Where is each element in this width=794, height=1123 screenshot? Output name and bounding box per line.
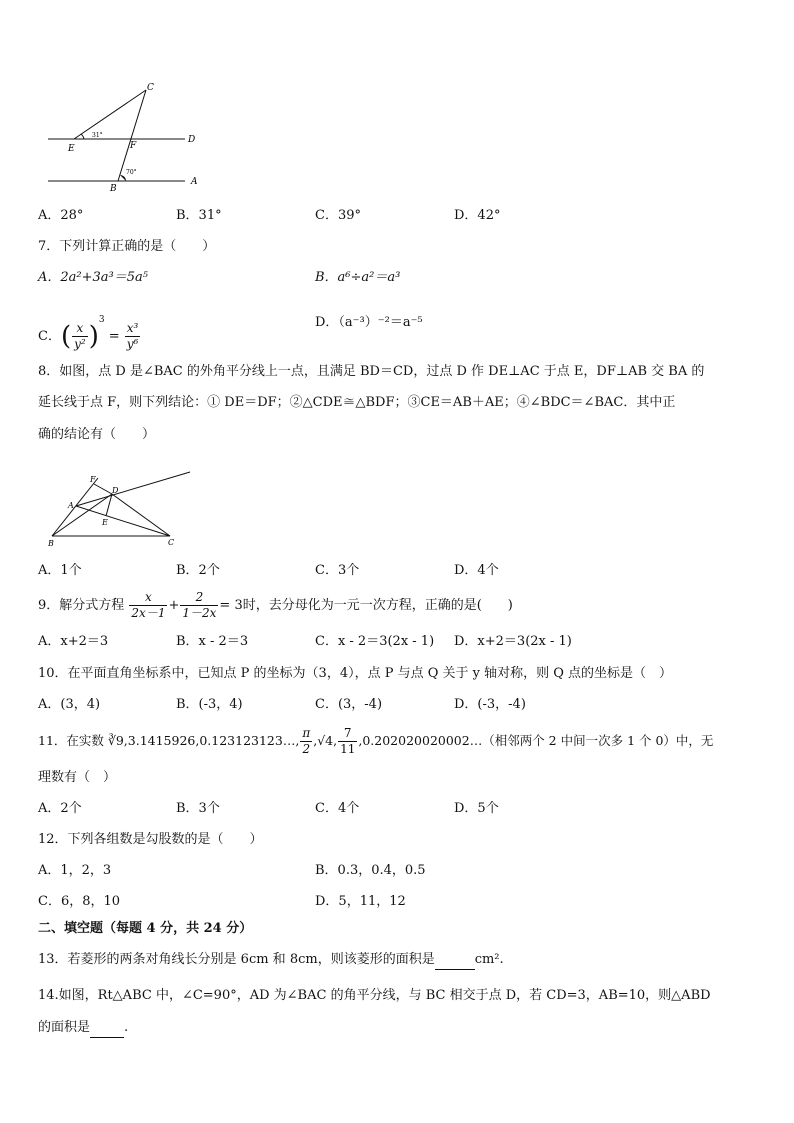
- q7-c-exponent: 3: [98, 315, 105, 325]
- q8-option-d: D．4个: [454, 563, 499, 578]
- q11-line2: 理数有（ ）: [38, 770, 117, 785]
- q7-option-c: [38, 300, 141, 357]
- q7-option-a: A．2a²+3a³＝5a⁵: [38, 270, 148, 285]
- q11-option-a: A．2个: [38, 801, 82, 816]
- label-D: D: [112, 486, 119, 495]
- q11-option-d: D．5个: [454, 801, 499, 816]
- q9-fraction-2: [180, 590, 218, 621]
- label-F: F: [90, 475, 96, 484]
- q9-f2-num: 2: [180, 590, 218, 606]
- q11-mid: ,√4,: [313, 733, 338, 748]
- q9-prefix: 9．解分式方程: [38, 598, 125, 613]
- label-A: A: [191, 177, 198, 187]
- q9-option-c: C．x - 2＝3(2x - 1): [315, 634, 435, 649]
- q9-f1-num: x: [129, 590, 167, 606]
- q8-option-c: C．3个: [315, 563, 360, 578]
- q7-c-left-den: y²: [74, 337, 86, 351]
- q7-c-equals: =: [108, 329, 120, 344]
- q11-suffix: ,0.202020020002…（相邻两个 2 中间一次多 1 个 0）中，无: [358, 733, 714, 748]
- label-angle-31: 31°: [92, 132, 103, 139]
- q7-c-right-fraction: [125, 321, 141, 352]
- q8-line3: 确的结论有（ ）: [38, 427, 156, 442]
- q9-fraction-1: [129, 590, 167, 621]
- q11-pi-den: 2: [302, 742, 311, 756]
- q8-line2: 延长线于点 F，则下列结论：① DE＝DF；②△CDE≅△BDF；③CE＝AB＋AE；④∠BDC＝∠BAC．其中正: [38, 395, 676, 410]
- q14-line1: 14.如图，Rt△ABC 中，∠C=90°，AD 为∠BAC 的角平分线，与 BC 相交于点 D，若 CD=3，AB=10，则△ABD: [38, 988, 711, 1003]
- q7-option-b: B．a⁶÷a²＝a³: [315, 270, 401, 285]
- q13-text1: 13．若菱形的两条对角线长分别是 6cm 和 8cm，则该菱形的面积是: [38, 952, 435, 967]
- q13-text2: cm².: [474, 952, 504, 967]
- q11-option-b: B．3个: [176, 801, 220, 816]
- q9-plus: +: [168, 598, 180, 613]
- q9-f2-den: 1－2x: [182, 606, 217, 620]
- q7-c-rparen: ): [88, 321, 99, 352]
- q7-c-right-den: y⁶: [126, 337, 139, 351]
- q12-stem: 12．下列各组数是勾股数的是（ ）: [38, 832, 263, 847]
- q11-seven-eleven-fraction: [338, 726, 357, 757]
- label-A: A: [68, 501, 74, 510]
- label-F: F: [130, 141, 137, 151]
- label-D: D: [188, 135, 196, 145]
- q10-stem: 10．在平面直角坐标系中，已知点 P 的坐标为（3，4），点 P 与点 Q 关于 y 轴对称，则 Q 点的坐标是（ ）: [38, 666, 673, 681]
- q7-c-right-num: x³: [125, 321, 141, 337]
- q6-option-a: A．28°: [38, 208, 84, 223]
- q12-option-d: D．5，11，12: [315, 894, 406, 909]
- q7-c-label: C．: [38, 329, 61, 344]
- figure-q8-triangle: [40, 464, 200, 550]
- q8-option-a: A．1个: [38, 563, 82, 578]
- q9-option-a: A．x+2＝3: [38, 634, 109, 649]
- q6-option-d: D．42°: [454, 208, 501, 223]
- label-C: C: [147, 83, 154, 93]
- angle-arc-E: [81, 134, 84, 139]
- q9-suffix: = 3时，去分母化为一元一次方程，正确的是( ): [219, 598, 513, 613]
- q14-line2a: 的面积是: [38, 1020, 91, 1035]
- q14-answer-blank[interactable]: [90, 1023, 124, 1038]
- label-B: B: [48, 539, 54, 548]
- q9-option-b: B．x - 2＝3: [176, 634, 249, 649]
- q12-option-c: C．6，8，10: [38, 894, 121, 909]
- label-E: E: [102, 518, 108, 527]
- figure-parallel-lines: [40, 78, 210, 196]
- q7-c-left-num: x: [72, 321, 88, 337]
- q11-prefix: 11．在实数 ∛9,3.1415926,0.123123123…,: [38, 733, 300, 748]
- q11-f-den: 11: [340, 742, 356, 756]
- q11-pi-num: π: [302, 726, 311, 740]
- segment-DC: [112, 494, 170, 536]
- q14-line2: [38, 1018, 128, 1038]
- label-E: E: [68, 144, 75, 154]
- q11-f-num: 7: [338, 726, 357, 742]
- q12-option-a: A．1，2，3: [38, 863, 112, 878]
- q10-option-a: A．(3，4): [38, 697, 101, 712]
- q11-option-c: C．4个: [315, 801, 360, 816]
- q10-option-c: C．(3，-4): [315, 697, 383, 712]
- q8-option-b: B．2个: [176, 563, 220, 578]
- q7-c-left-fraction: [72, 321, 88, 352]
- ray-BF: [52, 478, 98, 536]
- q8-line1: 8．如图，点 D 是∠BAC 的外角平分线上一点，且满足 BD＝CD，过点 D 作 DE⊥AC 于点 E，DF⊥AB 交 BA 的: [38, 364, 705, 379]
- segment-EC: [74, 90, 146, 139]
- label-B: B: [110, 184, 117, 194]
- q9-f1-den: 2x－1: [131, 606, 166, 620]
- q10-option-b: B．(-3，4): [176, 697, 243, 712]
- q12-option-b: B．0.3，0.4，0.5: [315, 863, 426, 878]
- label-C: C: [168, 538, 175, 547]
- segment-BC: [118, 90, 146, 181]
- q14-line2b: .: [124, 1020, 129, 1035]
- section-title-fill-in: 二、填空题（每题 4 分，共 24 分）: [38, 921, 253, 936]
- q11-stem: [38, 722, 713, 760]
- segment-AC: [76, 506, 170, 536]
- q6-option-b: B．31°: [176, 208, 222, 223]
- q13-answer-blank[interactable]: [435, 955, 475, 970]
- q9-stem: [38, 588, 513, 624]
- q6-option-c: C．39°: [315, 208, 361, 223]
- q11-pi-fraction: [300, 726, 312, 757]
- q13: [38, 950, 504, 970]
- segment-DF: [94, 484, 112, 494]
- q10-option-d: D．(-3，-4): [454, 697, 526, 712]
- q7-stem: 7．下列计算正确的是（ ）: [38, 239, 216, 254]
- label-angle-70: 70°: [126, 169, 137, 176]
- q9-option-d: D．x+2＝3(2x - 1): [454, 634, 572, 649]
- q7-c-lparen: (: [60, 321, 72, 352]
- q7-option-d: D．（a⁻³）⁻²＝a⁻⁵: [315, 315, 423, 330]
